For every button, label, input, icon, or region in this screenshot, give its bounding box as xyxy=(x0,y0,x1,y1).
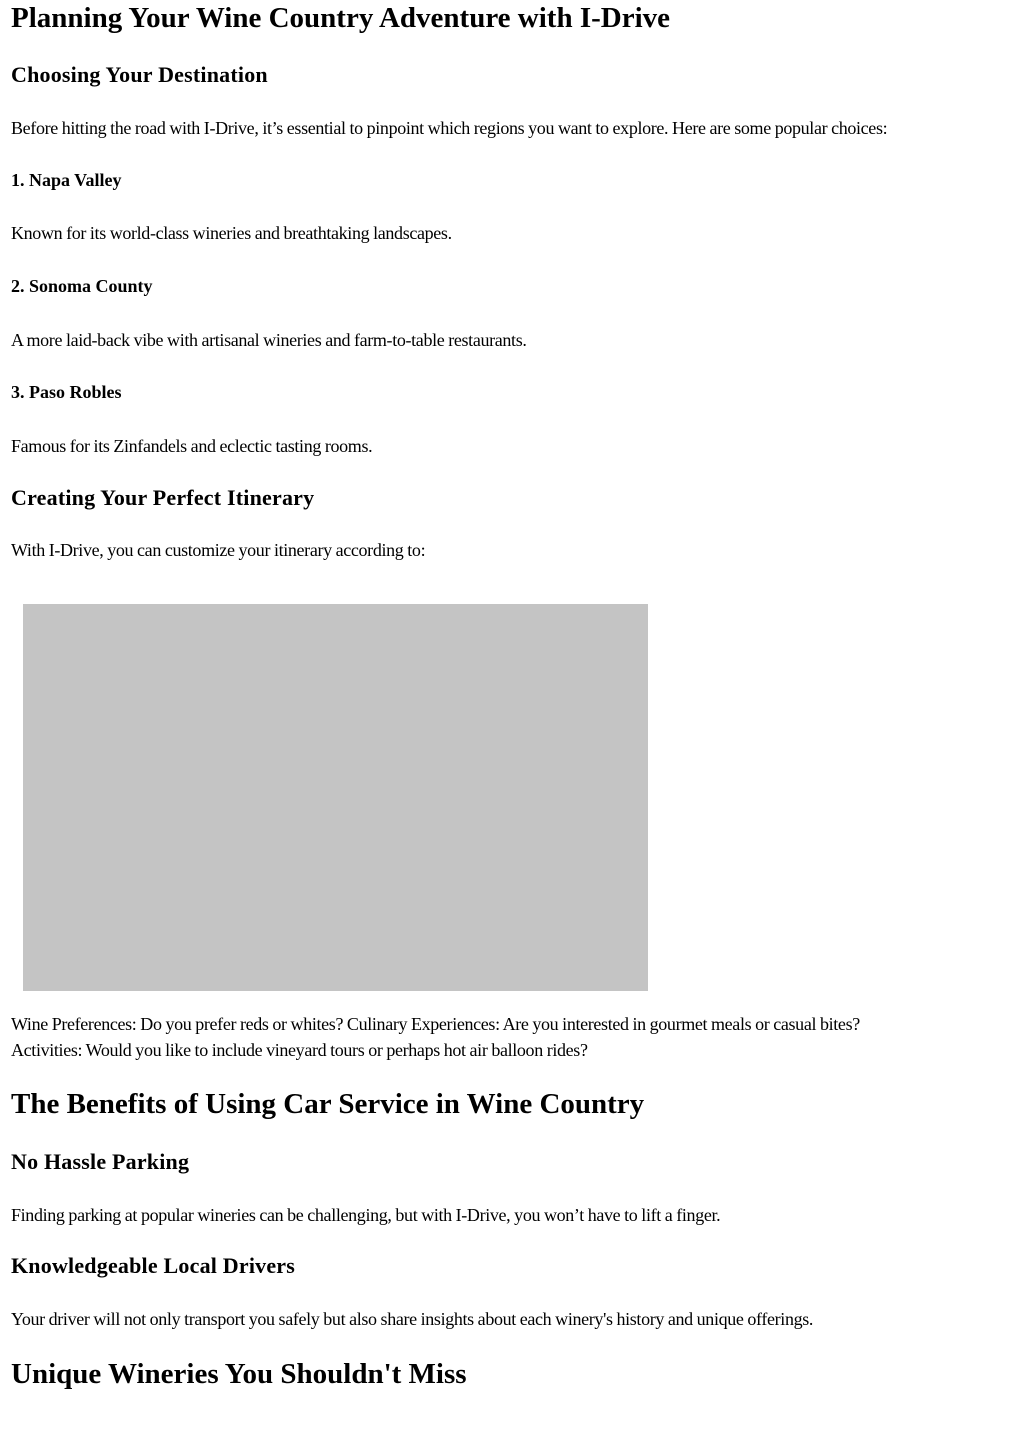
region-heading-napa: 1. Napa Valley xyxy=(11,170,122,190)
benefit-heading-drivers: Knowledgeable Local Drivers xyxy=(11,1253,296,1278)
section-heading-destination: Choosing Your Destination xyxy=(11,62,268,87)
destination-intro: Before hitting the road with I-Drive, it’s essential to pinpoint which regions you want to explore. Here are some popular choices: xyxy=(11,118,888,138)
itinerary-details-line-2: Activities: Would you like to include vineyard tours or perhaps hot air balloon rides? xyxy=(11,1040,588,1060)
section-heading-wineries: Unique Wineries You Shouldn't Miss xyxy=(11,1358,467,1390)
itinerary-intro: With I-Drive, you can customize your itinerary according to: xyxy=(11,540,426,560)
section-heading-itinerary: Creating Your Perfect Itinerary xyxy=(11,485,315,510)
region-heading-sonoma: 2. Sonoma County xyxy=(11,276,153,296)
itinerary-details-line-1: Wine Preferences: Do you prefer reds or whites? Culinary Experiences: Are you interested in gourmet meals or casual bites? xyxy=(11,1014,860,1034)
benefit-text-parking: Finding parking at popular wineries can be challenging, but with I-Drive, you won’t have to lift a finger. xyxy=(11,1205,721,1225)
benefit-text-drivers: Your driver will not only transport you safely but also share insights about each winery's history and unique offerings. xyxy=(11,1309,814,1329)
region-heading-paso-robles: 3. Paso Robles xyxy=(11,382,122,402)
region-description-sonoma: A more laid-back vibe with artisanal wineries and farm-to-table restaurants. xyxy=(11,330,527,350)
image-placeholder xyxy=(23,604,648,991)
region-description-paso-robles: Famous for its Zinfandels and eclectic tasting rooms. xyxy=(11,436,373,456)
benefit-heading-parking: No Hassle Parking xyxy=(11,1149,190,1174)
section-heading-benefits: The Benefits of Using Car Service in Wine Country xyxy=(11,1088,645,1120)
page-title: Planning Your Wine Country Adventure with I-Drive xyxy=(11,2,671,34)
region-description-napa: Known for its world-class wineries and breathtaking landscapes. xyxy=(11,223,452,243)
